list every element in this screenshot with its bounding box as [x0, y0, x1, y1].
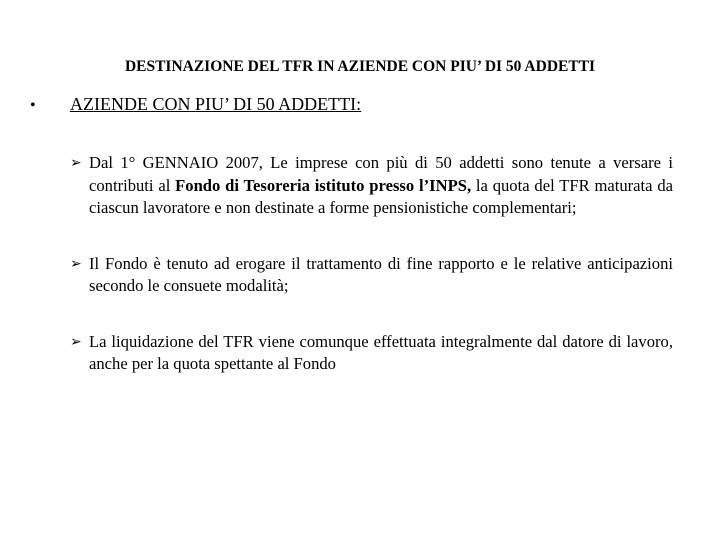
sub-bullet-item [70, 253, 673, 298]
sub-bullet-list [70, 152, 673, 409]
arrow-bullet-icon: ➢ [70, 155, 82, 171]
sub-bullet-text: La liquidazione del TFR viene comunque effettuata integralmente dal datore di lavoro, anche per la quota spettante al Fondo [89, 331, 673, 373]
arrow-bullet-icon: ➢ [70, 333, 82, 350]
sub-bullet-item [70, 331, 673, 376]
sub-bullet-text: Il Fondo è tenuto ad erogare il trattamento di fine rapporto e le relative anticipazioni secondo le consuete modalità; [89, 253, 673, 295]
item-text-part: la quota del TFR maturata da ciascun lavoratore e non destinate a forme pensionistiche complementari; [89, 175, 673, 217]
main-bullet-text: AZIENDE CON PIU’ DI 50 ADDETTI: [70, 94, 362, 114]
main-bullet [30, 94, 690, 115]
sub-bullet-text [89, 152, 673, 220]
slide-title: DESTINAZIONE DEL TFR IN AZIENDE CON PIU’ DI 50 ADDETTI [124, 58, 596, 75]
item-text-part: Dal 1° GENNAIO 2007, Le imprese con più di 50 addetti sono tenute a versare i contributi al [89, 153, 673, 195]
bullet-dot-icon: • [30, 97, 36, 114]
item-text-bold: Fondo di Tesoreria istituto presso l’INPS, [175, 175, 472, 195]
sub-bullet-item [70, 152, 673, 220]
arrow-bullet-icon: ➢ [70, 255, 82, 272]
